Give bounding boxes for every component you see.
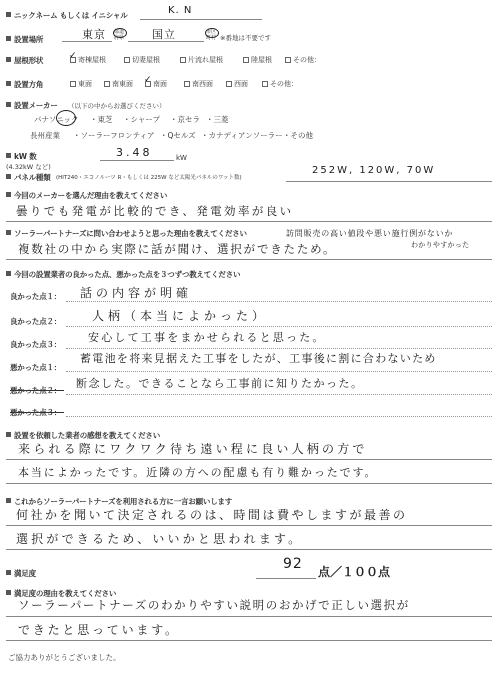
impression-line-1: 来られる際にワクワク待ち遠い程に良い人柄の方で <box>18 442 368 456</box>
roof-option-katanagare[interactable]: 片流れ屋根 <box>180 55 223 65</box>
city-circle-mark <box>205 28 219 38</box>
satisfaction-reason-label: 満足度の理由を教えてください <box>6 588 116 599</box>
roof-option-yosemune[interactable]: 寄棟屋根 <box>70 55 106 65</box>
maker-option-canadian[interactable]: ・カナディアンソーラー <box>201 131 283 140</box>
maker-option-panasonic[interactable]: パナソニック <box>34 115 79 124</box>
roof-check-mark: ✓ <box>69 51 77 61</box>
maker-option-kyocera[interactable]: ・京セラ <box>170 115 200 124</box>
bad-2-answer: 断念した。できることなら工事前に知りたかった。 <box>76 377 364 390</box>
pref-circle-mark <box>113 28 127 38</box>
thanks-text: ご協力ありがとうございました。 <box>8 653 121 662</box>
goodbad-label: 今回の設置業者の良かった点、悪かった点を３つずつ教えてください <box>6 269 240 280</box>
bad-3-strike <box>10 412 64 413</box>
good-1-label: 良かった点１： <box>10 292 62 301</box>
direction-option-southeast[interactable]: 南東面 <box>104 79 133 89</box>
direction-check-mark: ✓ <box>144 75 152 85</box>
impression-rule-1 <box>6 459 492 460</box>
inquiry-answer: 複数社の中から実際に話が聞け、選択ができたため。 <box>18 242 337 256</box>
good-1-answer: 話の内容が明確 <box>80 286 193 300</box>
maker-option-mitsubishi[interactable]: ・三菱 <box>206 115 229 124</box>
panel-label: パネル種類 <box>6 172 51 183</box>
satisfaction-reason-rule-2 <box>6 640 492 641</box>
bad-2-strike <box>10 390 64 391</box>
bad-1-answer: 蓄電池を将来見据えた工事をしたが、工事後に割に合わないため <box>80 352 437 365</box>
roof-option-kirizuma[interactable]: 切妻屋根 <box>124 55 160 65</box>
message-line-1: 何社かを聞いて決定されるのは、時間は費やしますが最善の <box>16 508 408 522</box>
bad-1-label: 悪かった点１： <box>10 363 62 372</box>
good-2-line <box>66 326 492 327</box>
satisfaction-reason-line-2: できたと思っています。 <box>18 623 180 637</box>
satisfaction-label: 満足度 <box>6 568 36 579</box>
reason-label: 今回のメーカーを選んだ理由を教えてください <box>6 190 167 201</box>
maker-option-toshiba[interactable]: ・東芝 <box>90 115 113 124</box>
location-city-suffix: 市区 町村 <box>206 29 217 41</box>
bad-3-line <box>66 416 492 417</box>
direction-option-east[interactable]: 東面 <box>70 79 92 89</box>
message-rule-1 <box>6 525 492 526</box>
inquiry-answer-top2: わかりやすかった <box>411 241 470 249</box>
good-1-line <box>66 301 492 302</box>
direction-option-southwest[interactable]: 南西面 <box>184 79 213 89</box>
good-2-label: 良かった点２： <box>10 317 62 326</box>
impression-rule-2 <box>6 483 492 484</box>
good-3-label: 良かった点３： <box>10 340 62 349</box>
satisfaction-reason-rule-1 <box>6 616 492 617</box>
roof-option-rikuyane[interactable]: 陸屋根 <box>243 55 272 65</box>
location-label: 設置場所 <box>6 34 43 45</box>
inquiry-label: ソーラーパートナーズに問い合わせようと思った理由を教えてください <box>6 228 247 239</box>
good-2-answer: 人柄（本当によかった） <box>92 309 269 323</box>
direction-option-south[interactable]: 南面 <box>145 79 167 89</box>
direction-label: 設置方角 <box>6 79 43 90</box>
nickname-value: K. N <box>168 5 193 16</box>
message-label: これからソーラーパートナーズを利用される方に一言お願いします <box>6 496 232 507</box>
good-3-answer: 安心して工事をまかせられると思った。 <box>88 331 326 344</box>
maker-label: 設置メーカー <box>6 100 58 111</box>
pref-line <box>62 41 112 42</box>
bad-2-label: 悪かった点２： <box>10 386 62 395</box>
maker-option-frontier[interactable]: ・ソーラーフロンティア <box>73 131 155 140</box>
message-rule-2 <box>6 549 492 550</box>
maker-circle-mark <box>56 110 76 126</box>
satisfaction-suffix: 点／１００点 <box>318 565 391 579</box>
satisfaction-score: 92 <box>283 556 303 572</box>
kw-line <box>100 160 174 161</box>
direction-option-other[interactable]: その他： <box>262 79 298 89</box>
good-3-line <box>66 348 492 349</box>
maker-option-other[interactable]: ・その他 <box>283 131 313 140</box>
maker-option-choshu[interactable]: 長州産業 <box>30 131 60 140</box>
impression-line-2: 本当によかったです。近隣の方への配慮も有り難かったです。 <box>18 466 378 479</box>
nickname-line <box>140 19 262 20</box>
inquiry-answer-top: 訪問販売の高い値段や悪い施行例がないか <box>286 229 454 238</box>
roof-label: 屋根形状 <box>6 55 43 66</box>
reason-answer: 曇りでも発電が比較的でき、発電効率が良い <box>16 204 294 218</box>
panel-line <box>286 181 492 182</box>
nickname-label: ニックネーム もしくは イニシャル <box>6 10 128 21</box>
panel-hint: (HIT240・エコノルーツ R・もしくは 225W など太陽光パネルのワット数) <box>56 175 242 181</box>
bad-3-label: 悪かった点３： <box>10 408 62 417</box>
maker-hint: （以下の中からお選びください） <box>68 102 166 110</box>
bad-2-line <box>66 394 492 395</box>
panel-value: 252W, 120W, 70W <box>312 165 436 176</box>
roof-option-other[interactable]: その他： <box>285 55 321 65</box>
location-pref-value: 東京 <box>82 28 106 41</box>
location-note: ※番地は不要です <box>220 34 271 42</box>
maker-option-sharp[interactable]: ・シャープ <box>123 115 160 124</box>
kw-label: kW 数 <box>6 151 37 162</box>
satisfaction-line <box>256 578 316 579</box>
direction-option-west[interactable]: 西面 <box>226 79 248 89</box>
city-line <box>128 41 204 42</box>
inquiry-line <box>6 259 492 260</box>
location-city-value: 国立 <box>152 28 176 41</box>
reason-line <box>6 221 492 222</box>
maker-option-qcells[interactable]: ・Qセルズ <box>160 131 196 140</box>
location-pref-suffix: 都道 府県 <box>114 29 125 41</box>
kw-hint: (4.32kW など) <box>6 163 51 171</box>
message-line-2: 選択ができるため、いいかと思われます。 <box>16 532 304 546</box>
bad-1-line <box>66 371 492 372</box>
kw-value: 3.48 <box>116 146 153 159</box>
impression-label: 設置を依頼した業者の感想を教えてください <box>6 430 160 441</box>
kw-unit: kW <box>176 154 187 162</box>
satisfaction-reason-line-1: ソーラーパートナーズのわかりやすい説明のおかげで正しい選択が <box>18 598 410 612</box>
